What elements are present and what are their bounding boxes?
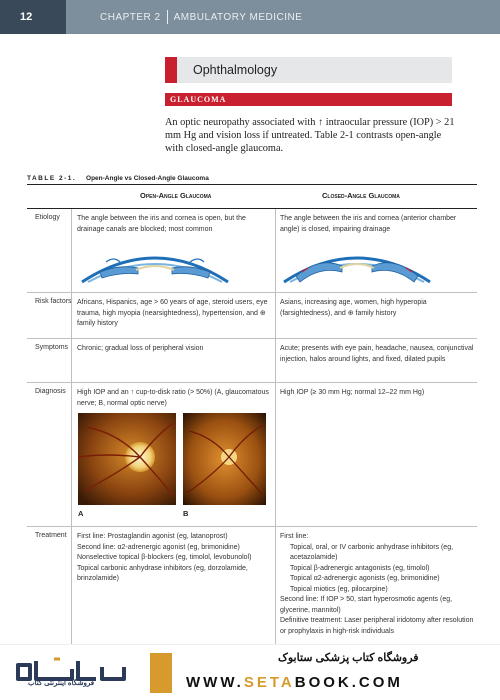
table-row <box>27 339 477 383</box>
treatment-closed-line: First line: <box>280 533 309 540</box>
page-number: 12 <box>0 0 66 34</box>
treatment-closed <box>280 532 475 637</box>
table-label: TABLE 2-1. <box>27 175 77 182</box>
column-rule <box>71 339 72 382</box>
treatment-closed-line: Topical α2-adrenergic agonists (eg, brimonidine) <box>290 575 440 582</box>
treatment-closed-line: Topical β-adrenergic antagonists (eg, timolol) <box>290 564 430 572</box>
fundus-photo-glaucomatous <box>78 413 176 505</box>
column-rule <box>275 339 276 382</box>
diagnosis-open: High IOP and an ↑ cup-to-disk ratio (> 50%) (A, glaucomatous nerve; B, normal optic nerve) <box>77 389 269 407</box>
brand-tagline: فروشگاه اینترنتی کتاب <box>28 680 95 687</box>
row-label-symptoms: Symptoms <box>35 344 69 351</box>
store-name: فروشگاه کتاب پزشکی ستابوک <box>278 652 419 664</box>
section-accent <box>165 57 177 83</box>
chapter-label: CHAPTER 2 <box>100 11 161 23</box>
table-caption <box>27 175 209 182</box>
open-angle-diagram <box>80 242 230 286</box>
treatment-closed-line: Topical miotics (eg, pilocarpine) <box>290 585 388 593</box>
column-rule <box>71 209 72 292</box>
table-header-row <box>27 185 477 209</box>
header-divider <box>167 10 168 24</box>
column-rule <box>71 527 72 645</box>
store-footer <box>0 644 500 700</box>
section-title: Ophthalmology <box>193 63 278 77</box>
column-rule <box>275 209 276 292</box>
treatment-closed-line: Topical, oral, or IV carbonic anhydrase inhibitors (eg, acetazolamide) <box>290 543 454 561</box>
treatment-closed-line: Definitive treatment: Laser peripheral iridotomy after resolution or prophylaxis in high-risk individuals <box>280 617 474 635</box>
running-header <box>0 0 500 34</box>
row-label-treatment: Treatment <box>35 532 67 539</box>
row-label-diagnosis: Diagnosis <box>35 388 66 395</box>
store-url-suffix: BOOK.COM <box>294 674 403 691</box>
table-title: Open-Angle vs Closed-Angle Glaucoma <box>86 175 209 182</box>
treatment-open-line: Nonselective topical β-blockers (eg, timolol, levobunolol) <box>77 554 252 561</box>
store-url-brand: SETA <box>243 674 295 691</box>
diagnosis-closed: High IOP (≥ 30 mm Hg; normal 12–22 mm Hg) <box>280 389 425 396</box>
symptoms-closed: Acute; presents with eye pain, headache, nausea, conjunctival injection, halos around lights, and fixed, dilated pupils <box>280 345 474 363</box>
treatment-closed-line: Second line: If IOP > 50, start hyperosmotic agents (eg, glycerine, mannitol) <box>280 596 453 614</box>
section-heading <box>165 57 452 83</box>
store-url <box>186 674 403 691</box>
closed-angle-diagram <box>282 242 432 286</box>
column-rule <box>71 383 72 526</box>
treatment-open-line: First line: Prostaglandin agonist (eg, latanoprost) <box>77 533 228 540</box>
column-header-closed-text: Closed-Angle Glaucoma <box>322 191 400 200</box>
chapter-subject: AMBULATORY MEDICINE <box>173 11 303 23</box>
column-rule <box>275 527 276 645</box>
table-row <box>27 383 477 527</box>
table-row <box>27 209 477 293</box>
brand-accent-bar <box>150 653 172 693</box>
treatment-open-line: Topical carbonic anhydrase inhibitors (eg, dorzolamide, brinzolamide) <box>77 564 248 582</box>
etiology-open: The angle between the iris and cornea is open, but the drainage canals are blocked; most common <box>77 215 246 233</box>
risk-closed: Asians, increasing age, women, high hyperopia (farsightedness), and ⊕ family history <box>280 299 427 317</box>
store-url-prefix: WWW. <box>186 674 244 691</box>
column-rule <box>275 293 276 338</box>
symptoms-open: Chronic; gradual loss of peripheral vision <box>77 345 204 352</box>
column-header-open-text: Open-Angle Glaucoma <box>140 191 212 200</box>
treatment-open <box>77 532 272 585</box>
table-row <box>27 527 477 645</box>
row-label-etiology: Etiology <box>35 214 60 221</box>
fundus-photo-normal <box>183 413 266 505</box>
photo-label-a: A <box>78 509 84 518</box>
subsection-heading: GLAUCOMA <box>165 93 452 106</box>
column-rule <box>275 383 276 526</box>
intro-paragraph: An optic neuropathy associated with ↑ intraocular pressure (IOP) > 21 mm Hg and vision loss if untreated. Table 2-1 contrasts open-angle with closed-angle glaucoma. <box>165 117 455 154</box>
etiology-closed: The angle between the iris and cornea (anterior chamber angle) is closed, impairing drainage <box>280 215 457 233</box>
risk-open: Africans, Hispanics, age > 60 years of age, steroid users, eye trauma, high myopia (nearsightedness), hypertension, and ⊕ family history <box>77 299 268 327</box>
table-row <box>27 293 477 339</box>
treatment-open-line: Second line: α2-adrenergic agonist (eg, brimonidine) <box>77 543 240 551</box>
photo-label-b: B <box>183 509 189 518</box>
setabook-logo-icon <box>12 657 132 695</box>
row-label-risk: Risk factors <box>35 298 72 305</box>
